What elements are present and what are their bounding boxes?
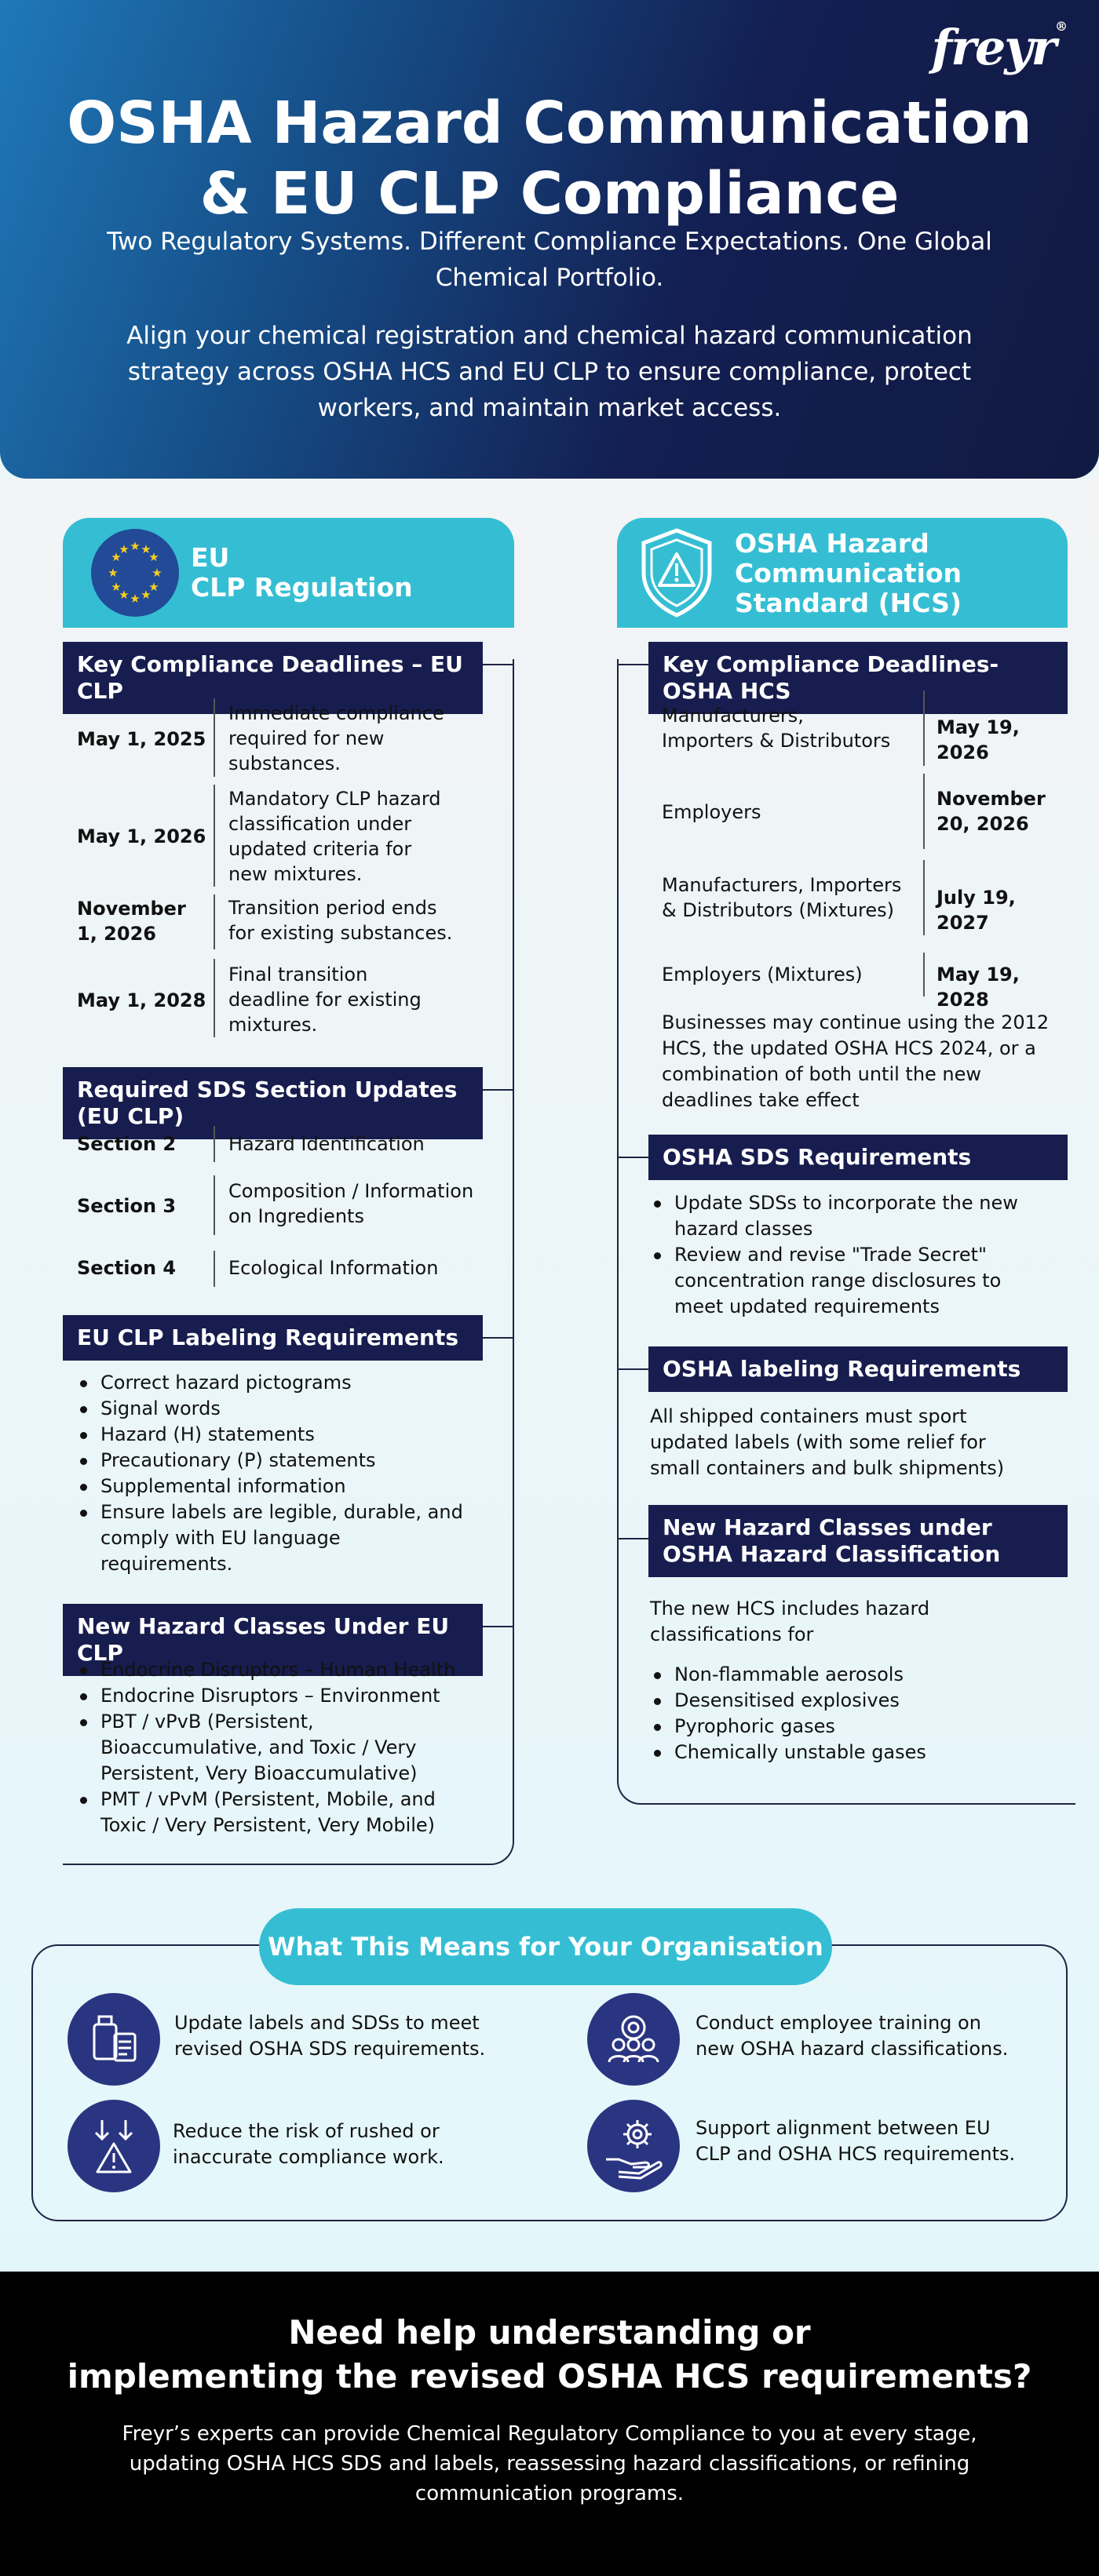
osha-deadline-who: Employers (Mixtures)	[662, 964, 863, 986]
eu-deadline-text: Mandatory CLP hazard classification under updated criteria for new mixtures.	[228, 788, 441, 885]
list-item: Ensure labels are legible, durable, and comply with EU language requirements.	[75, 1499, 468, 1577]
eu-deadline-date: May 1, 2025	[77, 728, 206, 750]
means-item-text: Update labels and SDSs to meet revised OSHA SDS requirements.	[174, 2012, 486, 2060]
eu-clp-header	[63, 518, 514, 628]
list-item: Endocrine Disruptors – Environment	[75, 1683, 468, 1709]
connector	[483, 1626, 514, 1627]
eu-sds-section: Section 2	[77, 1133, 177, 1155]
osha-deadline-date: May 19, 2028	[937, 964, 1020, 1011]
freyr-logo[interactable]	[932, 19, 1066, 76]
eu-deadline-date: May 1, 2028	[77, 989, 206, 1011]
divider	[214, 959, 215, 1037]
osha-hazard-list	[649, 1662, 1018, 1765]
eu-title-line-1: EU	[191, 542, 230, 573]
osha-hcs-header	[617, 518, 1068, 628]
connector	[483, 1337, 514, 1339]
title-line-1: OSHA Hazard Communication	[67, 89, 1032, 157]
eu-deadline-date: May 1, 2026	[77, 825, 206, 847]
list-item: Correct hazard pictograms	[75, 1370, 468, 1396]
footer-title-line-2: implementing the revised OSHA HCS requirements?	[67, 2357, 1032, 2396]
eu-sds-section: Section 4	[77, 1257, 177, 1279]
svg-text:★: ★	[119, 588, 130, 602]
connector	[617, 664, 648, 665]
list-item: Endocrine Disruptors – Human Health	[75, 1657, 468, 1683]
osha-deadline-who: Employers	[662, 801, 761, 823]
svg-text:★: ★	[141, 542, 152, 556]
list-item: Precautionary (P) statements	[75, 1448, 468, 1474]
eu-deadline-date: November 1, 2026	[77, 898, 186, 945]
footer-cta	[0, 2272, 1099, 2576]
footer-title-line-1: Need help understanding or	[288, 2313, 811, 2352]
osha-sds-list	[649, 1190, 1018, 1320]
svg-text:★: ★	[130, 592, 141, 606]
means-item-text: Reduce the risk of rushed or inaccurate compliance work.	[173, 2120, 444, 2168]
osha-deadline-date: July 19, 2027	[937, 887, 1016, 934]
training-icon	[587, 1993, 680, 2086]
eu-deadline-text: Transition period ends for existing substances.	[228, 897, 453, 944]
eu-sds-text: Ecological Information	[228, 1257, 439, 1279]
eu-title-line-2: CLP Regulation	[191, 572, 413, 603]
svg-text:★: ★	[119, 542, 130, 556]
list-item: Supplemental information	[75, 1474, 468, 1499]
osha-title-line-1: OSHA Hazard	[735, 528, 929, 559]
list-item: Review and revise "Trade Secret" concentration range disclosures to meet updated requirements	[649, 1242, 1018, 1320]
list-item: Update SDSs to incorporate the new hazard classes	[649, 1190, 1018, 1242]
svg-text:★: ★	[141, 588, 152, 602]
osha-hazard-intro: The new HCS includes hazard classifications for	[650, 1598, 930, 1645]
eu-deadline-text: Immediate compliance required for new substances.	[228, 702, 444, 774]
list-item: PBT / vPvB (Persistent, Bioaccumulative, and Toxic / Very Persistent, Very Bioaccumulative)	[75, 1709, 468, 1787]
page-description: Align your chemical registration and chemical hazard communication strategy across OSHA HCS and EU CLP to ensure compliance, protect workers, and maintain market access.	[126, 322, 973, 422]
list-item: Pyrophoric gases	[649, 1714, 1018, 1740]
svg-text:★: ★	[148, 580, 159, 594]
eu-hazard-list	[75, 1657, 468, 1838]
list-item: Chemically unstable gases	[649, 1740, 1018, 1765]
eu-hazard-title: New Hazard Classes Under EU CLP	[63, 1604, 483, 1676]
svg-text:★: ★	[152, 566, 162, 580]
divider	[214, 785, 215, 887]
list-item: Non-flammable aerosols	[649, 1662, 1018, 1688]
divider	[214, 1126, 215, 1162]
svg-text:★: ★	[148, 550, 159, 564]
eu-labeling-title: EU CLP Labeling Requirements	[63, 1315, 483, 1361]
connector	[483, 1089, 514, 1091]
eu-deadline-text: Final transition deadline for existing mixtures.	[228, 964, 422, 1036]
osha-hazard-title: New Hazard Classes under OSHA Hazard Classification	[648, 1505, 1068, 1577]
eu-flag-icon	[91, 529, 179, 617]
connector	[483, 664, 514, 665]
osha-labeling-text: All shipped containers must sport updated labels (with some relief for small containers and bulk shipments)	[650, 1405, 1005, 1479]
hero-banner	[0, 0, 1099, 479]
means-item-text: Support alignment between EU CLP and OSHA HCS requirements.	[696, 2117, 1016, 2165]
footer-title	[47, 2311, 1052, 2399]
footer-description: Freyr’s experts can provide Chemical Regulatory Compliance to you at every stage, updating OSHA HCS SDS and labels, reassessing hazard classifications, or refining communication programs.	[122, 2422, 977, 2505]
eu-labeling-list	[75, 1370, 468, 1577]
osha-deadline-note: Businesses may continue using the 2012 HCS, the updated OSHA HCS 2024, or a combination of both until the new deadlines take effect	[662, 1011, 1050, 1111]
eu-sds-title: Required SDS Section Updates (EU CLP)	[63, 1067, 483, 1139]
divider	[214, 894, 215, 949]
sds-labels-icon	[68, 1993, 160, 2086]
page-subtitle: Two Regulatory Systems. Different Compliance Expectations. One Global Chemical Portfolio.	[107, 228, 992, 292]
eu-header-title	[191, 543, 413, 603]
means-title: What This Means for Your Organisation	[259, 1908, 832, 1985]
osha-deadline-date: May 19, 2026	[937, 716, 1020, 763]
list-item: PMT / vPvM (Persistent, Mobile, and Toxic / Very Persistent, Very Mobile)	[75, 1787, 468, 1838]
osha-header-title	[735, 529, 962, 618]
title-line-2: & EU CLP Compliance	[199, 160, 900, 228]
shield-warning-icon	[637, 527, 716, 618]
connector	[617, 1538, 648, 1539]
list-item: Desensitised explosives	[649, 1688, 1018, 1714]
list-item: Hazard (H) statements	[75, 1422, 468, 1448]
divider	[214, 698, 215, 777]
means-item-text: Conduct employee training on new OSHA hazard classifications.	[696, 2012, 1009, 2060]
eu-deadlines-title: Key Compliance Deadlines – EU CLP	[63, 642, 483, 714]
svg-text:★: ★	[111, 580, 122, 594]
osha-deadline-date: November 20, 2026	[937, 788, 1046, 835]
osha-deadlines-title: Key Compliance Deadlines- OSHA HCS	[648, 642, 1068, 714]
osha-sds-title: OSHA SDS Requirements	[648, 1135, 1068, 1180]
osha-labeling-title: OSHA labeling Requirements	[648, 1346, 1068, 1392]
risk-icon	[68, 2100, 160, 2192]
eu-sds-section: Section 3	[77, 1195, 177, 1217]
logo-mark: ®	[1055, 19, 1066, 34]
connector	[617, 1157, 648, 1158]
divider	[923, 774, 925, 849]
logo-text: freyr	[931, 19, 1055, 76]
divider	[923, 953, 925, 997]
osha-deadline-who: Manufacturers, Importers & Distributors (Mixtures)	[662, 874, 902, 921]
svg-text:★: ★	[130, 539, 141, 553]
connector	[617, 1368, 648, 1370]
eu-sds-text: Composition / Information on Ingredients	[228, 1180, 474, 1227]
svg-text:★: ★	[111, 550, 122, 564]
osha-title-line-3: Standard (HCS)	[735, 588, 962, 618]
svg-text:★: ★	[108, 566, 119, 580]
alignment-icon	[587, 2100, 680, 2192]
means-box	[31, 1944, 1068, 2221]
page-title	[47, 88, 1052, 229]
divider	[923, 690, 925, 766]
divider	[214, 1251, 215, 1287]
osha-title-line-2: Communication	[735, 558, 962, 588]
list-item: Signal words	[75, 1396, 468, 1422]
osha-deadline-who: Manufacturers, Importers & Distributors	[662, 705, 891, 752]
divider	[214, 1175, 215, 1235]
divider	[923, 860, 925, 935]
eu-sds-text: Hazard Identification	[228, 1133, 425, 1155]
